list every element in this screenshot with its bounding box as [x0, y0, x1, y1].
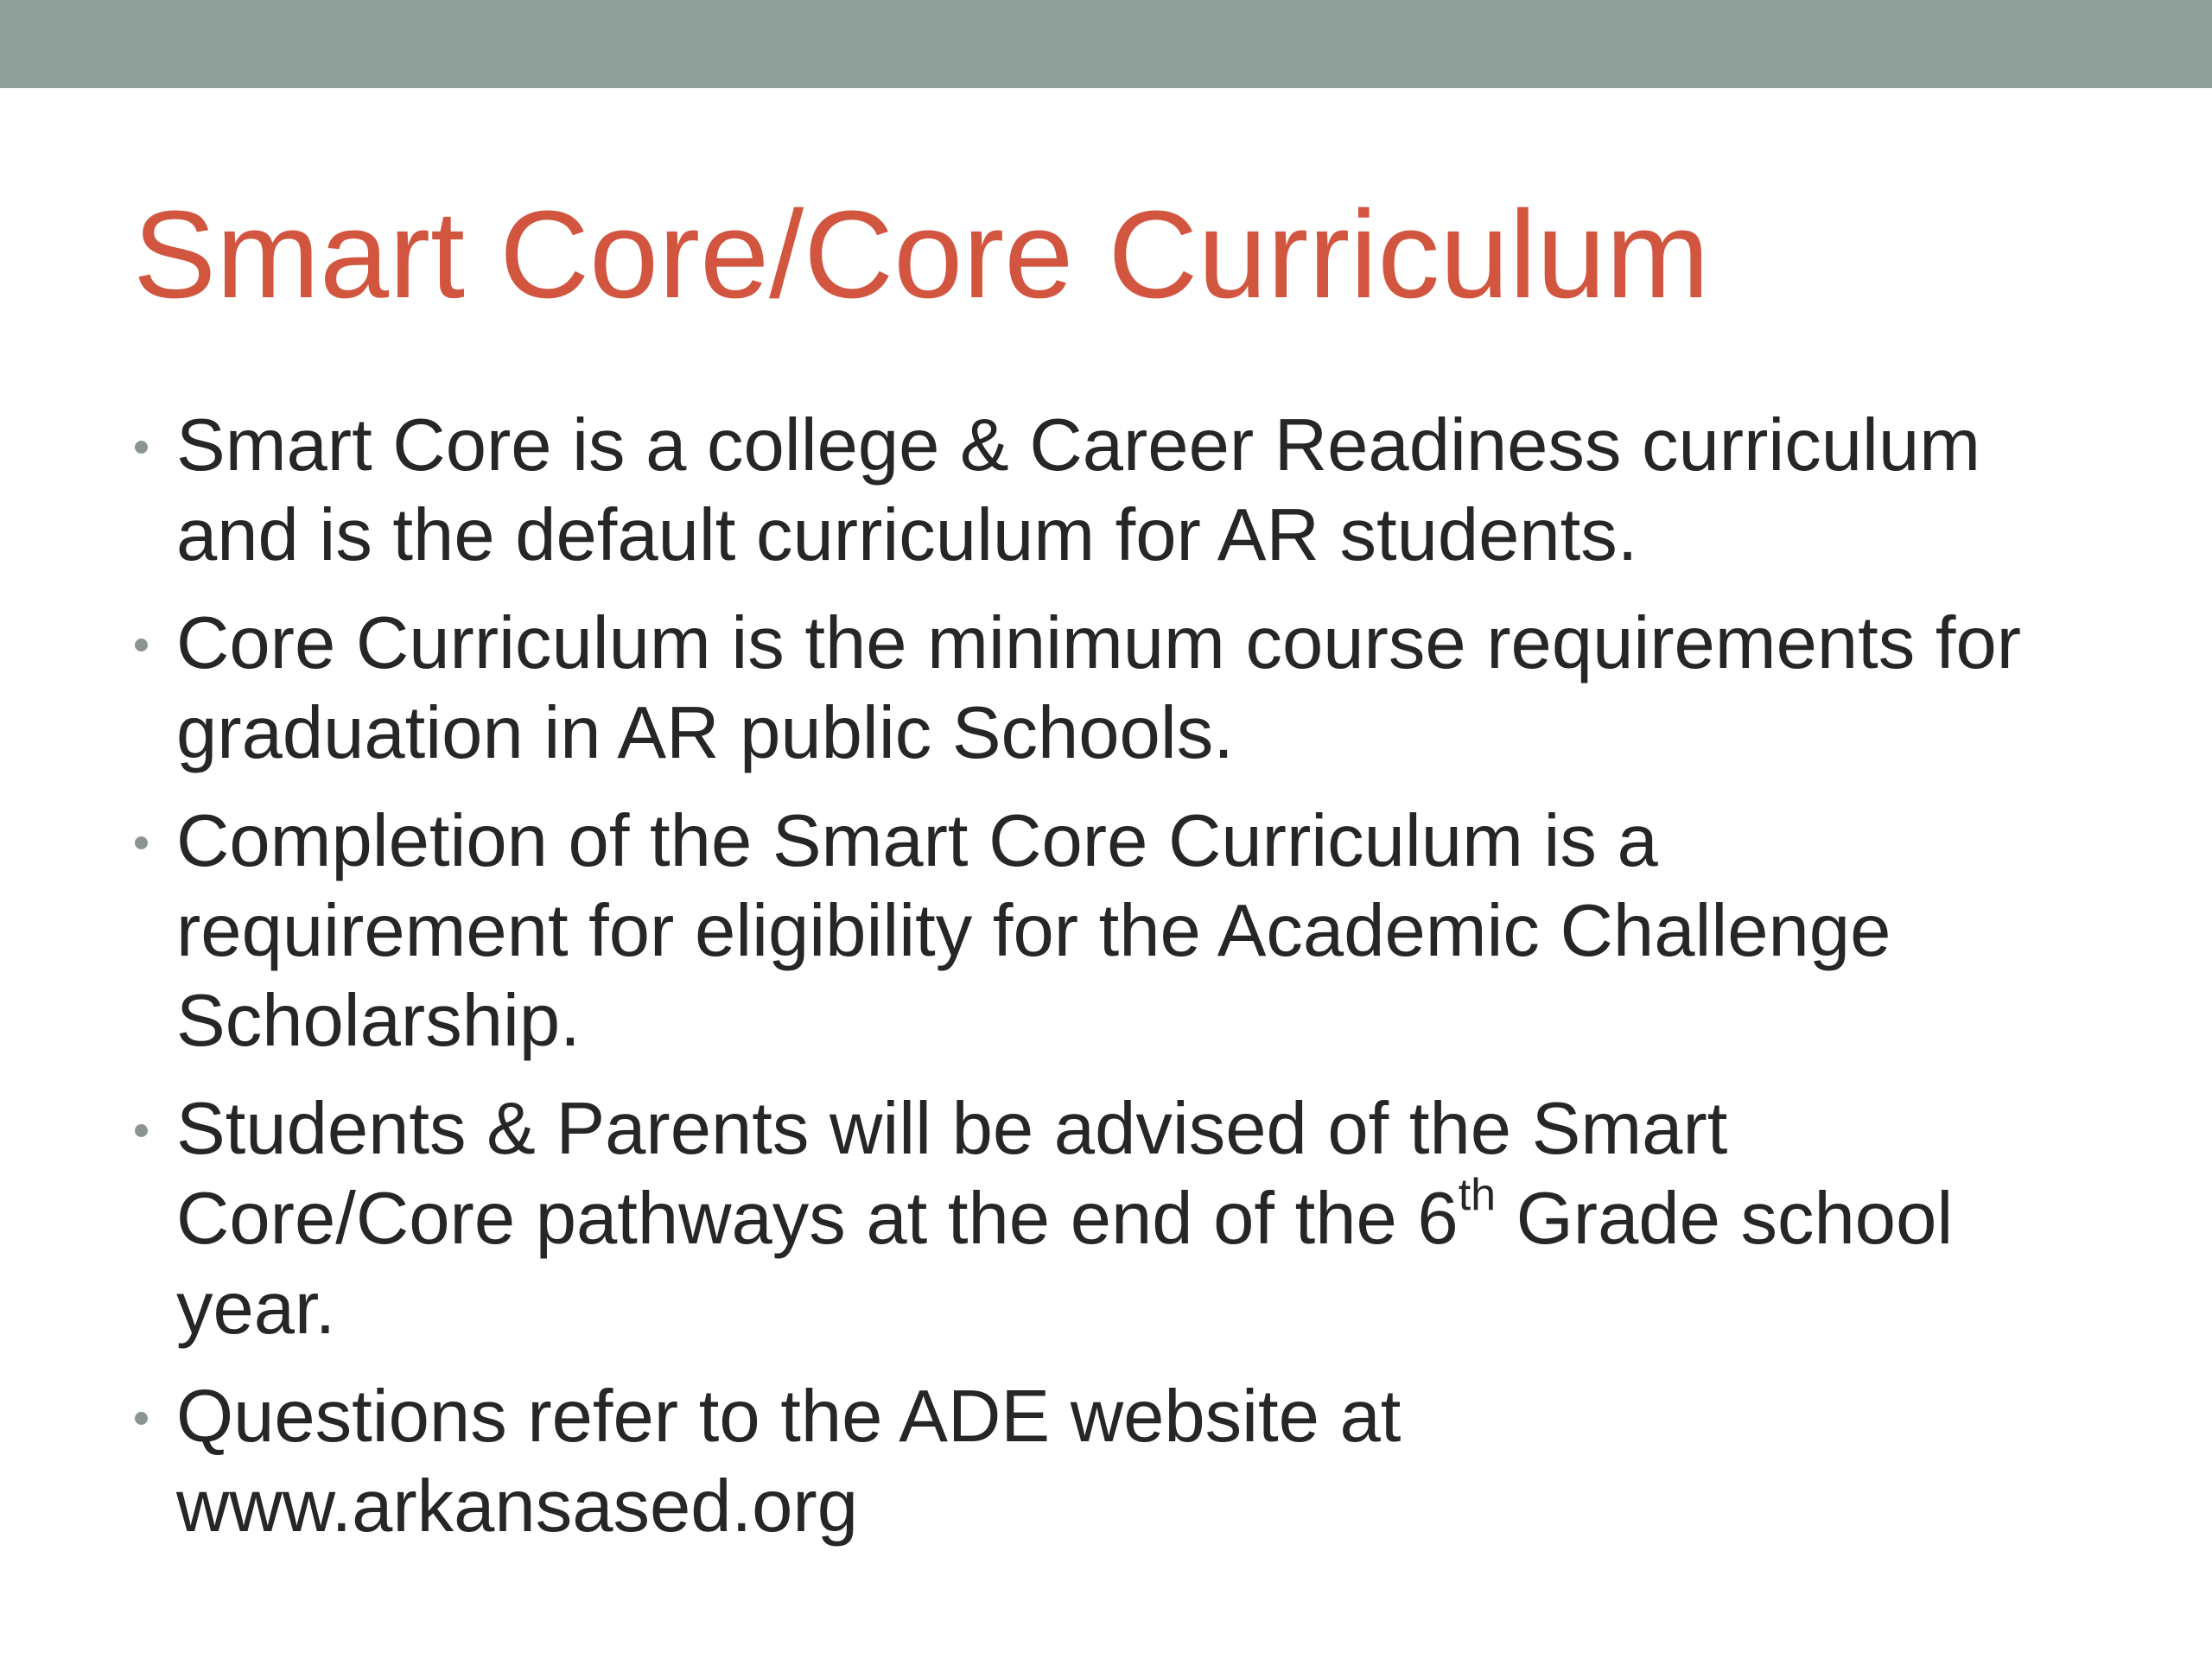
bullet-dot-icon: [135, 639, 148, 652]
bullet-line: Smart Core is a college & Career Readiness curriculum: [176, 404, 1981, 486]
bullet-line: graduation in AR public Schools.: [176, 692, 1234, 774]
bullet-item-scholarship: [0, 797, 2212, 1066]
bullet-line-end: Grade school: [1496, 1178, 1954, 1260]
bullet-list: [0, 401, 2212, 1570]
bullet-line: year.: [176, 1268, 336, 1350]
bullet-dot-icon: [135, 441, 148, 454]
website-url: www.arkansased.org: [176, 1465, 858, 1548]
bullet-line: requirement for eligibility for the Academic Challenge: [176, 890, 1891, 972]
bullet-text: [176, 1084, 2129, 1354]
bullet-line: Students & Parents will be advised of the Smart: [176, 1088, 1728, 1170]
bullet-line: Core Curriculum is the minimum course requirements for: [176, 602, 2022, 684]
bullet-line: Completion of the Smart Core Curriculum is a: [176, 800, 1658, 882]
bullet-dot-icon: [135, 1412, 148, 1425]
bullet-text: [176, 401, 2129, 581]
bullet-item-core-curriculum: [0, 599, 2212, 779]
ordinal-suffix: th: [1458, 1170, 1497, 1220]
bullet-line-start: Core/Core pathways at the end of the 6: [176, 1178, 1459, 1260]
bullet-item-pathways: [0, 1084, 2212, 1354]
bullet-text: [176, 1372, 2129, 1552]
bullet-line: Questions refer to the ADE website at: [176, 1376, 1402, 1458]
bullet-dot-icon: [135, 1124, 148, 1137]
bullet-dot-icon: [135, 836, 148, 849]
slide-title: Smart Core/Core Curriculum: [133, 185, 1710, 324]
bullet-text: [176, 599, 2129, 779]
bullet-line: Scholarship.: [176, 980, 581, 1062]
top-accent-bar: [0, 0, 2212, 88]
bullet-text: [176, 797, 2129, 1066]
bullet-item-questions: [0, 1372, 2212, 1552]
bullet-line: and is the default curriculum for AR students.: [176, 494, 1638, 576]
bullet-item-smart-core: [0, 401, 2212, 581]
